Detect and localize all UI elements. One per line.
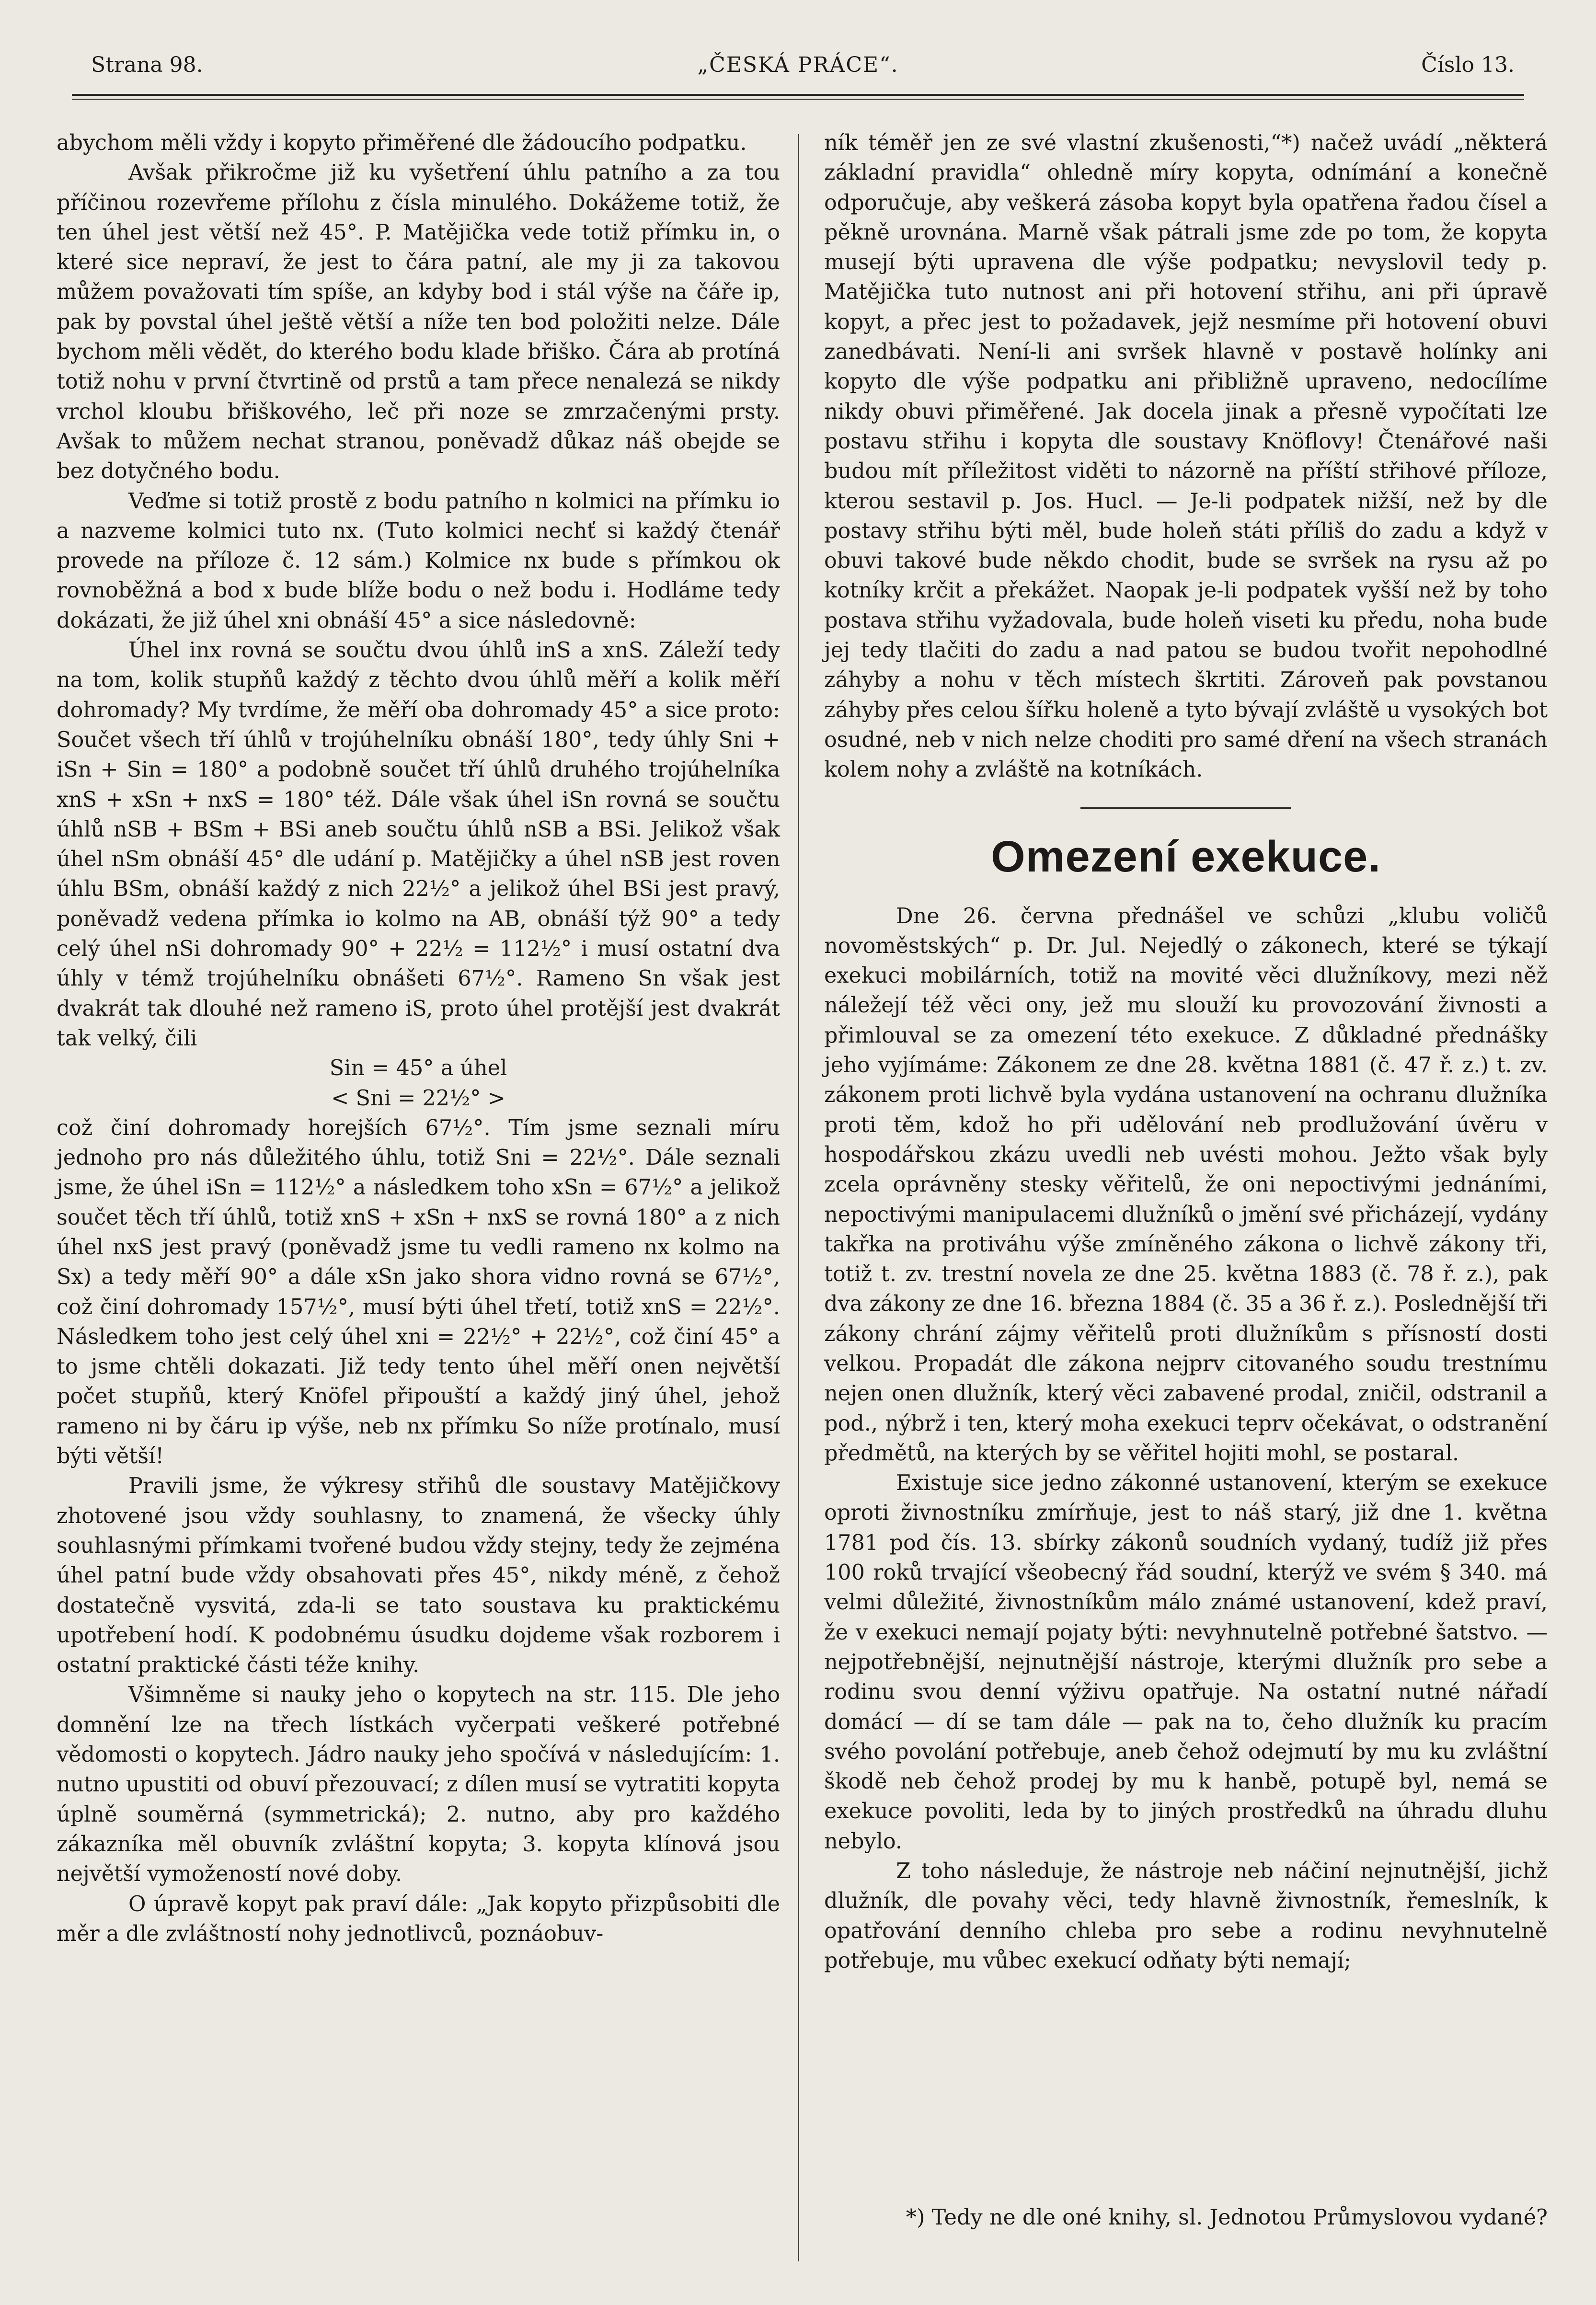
paragraph: což činí dohromady horejších 67½°. Tím jsme seznali míru jednoho pro nás důležitého úhlu, totiž Sni = 22½°. Dále seznali jsme, že úhel iSn = 112½° a následkem toho xSn = 67½° a jelikož součet těch tří úhlů, totiž xnS + xSn + nxS se rovná 180° a z nich úhel nxS jest pravý (poněvadž jsme tu vedli rameno nx kolmo na Sx) a tedy měří 90° a dále xSn jako shora vidno rovná se 67½°, což činí dohromady 157½°, musí býti úhel třetí, totiž xnS = 22½°. Následkem toho jest celý úhel xni = 22½° + 22½°, což činí 45° a to jsme chtěli dokazati. Již tedy tento úhel měří onen největší počet stupňů, který Knöfel připouští a každý jiný úhel, jehož rameno ni by čáru ip výše, neb nx přímku So níže protínalo, musí býti větší! — [57, 1115, 780, 1469]
page-number: Strana 98. — [91, 53, 203, 77]
footnote: *) Tedy ne dle oné knihy, sl. Jednotou Průmyslovou vydané? — [906, 2205, 1548, 2230]
paragraph: Veďme si totiž prostě z bodu patního n kolmici na přímku io a nazveme kolmici tuto nx. (Tuto kolmici nechť si každý čtenář provede na příloze č. 12 sám.) Kolmice nx bude s přímkou ok rovnoběžná a bod x bude blíže bodu o než bodu i. Hodláme tedy dokázati, že již úhel xni obnáší 45° a sice následovně: — [57, 489, 780, 633]
paragraph: Všimněme si nauky jeho o kopytech na str. 115. Dle jeho domnění lze na třech lístkách vyčerpati veškeré potřebné vědomosti o kopytech. Jádro nauky jeho spočívá v následujícím: 1. nutno upustiti od obuví přezouvací; z dílen musí se vytratiti kopyta úplně souměrná (symmetrická); 2. nutno, aby pro každého zákazníka měl obuvník zvláštní kopyta; 3. kopyta klínová jsou největší vymožeností nové doby. — [57, 1683, 780, 1887]
column-separator — [798, 134, 799, 2261]
paragraph: Dne 26. června přednášel ve schůzi „klubu voličů novoměstských“ p. Dr. Jul. Nejedlý o zákonech, které se týkají exekuci mobilárních, totiž na movité věci dlužníkovy, mezi něž náležejí též věci ony, jež mu slouží ku provozování živnosti a přimlouval se za omezení této exekuce. Z důkladné přednášky jeho vyjímáme: Zákonem ze dne 28. května 1881 (č. 47 ř. z.) t. zv. zákonem proti lichvě byla vydána ustanovení na ochranu dlužníka proti těm, kdož ho při udělování neb prodlužování úvěru v hospodářskou zkázu uvedli neb uvésti mohou. Ježto však byly zcela oprávněny stesky věřitelů, že oni nepoctivými jednáními, nepoctivými manipulacemi dlužníků o jmění své přicházejí, vydány takřka na protiváhu výše zmíněného zákona o lichvě zákony tři, totiž t. zv. trestní novela ze dne 25. května 1883 (č. 78 ř. z.), pak dva zákony ze dne 16. března 1884 (č. 35 a 36 ř. z.). Poslednější tři zákony chrání zájmy věřitelů proti dlužníkům s přísností dosti velkou. Propadát dle zákona nejprv citovaného soudu trestnímu nejen onen dlužník, který věci zabavené prodal, zničil, odstranil a pod., nýbrž i ten, který moha exekuci teprv očekávat, o odstranění předmětů, na kterých by se věřitel hojiti mohl, se postaral. — [824, 904, 1548, 1466]
paragraph: Z toho následuje, že nástroje neb náčiní nejnutnější, jichž dlužník, dle povahy věci, tedy hlavně živnostník, řemeslník, k opatřování denního chleba pro sebe a rodinu nevyhnutelně potřebuje, mu vůbec exekucí odňaty býti nemají; — [824, 1859, 1548, 1973]
paragraph: Úhel inx rovná se součtu dvou úhlů inS a xnS. Záleží tedy na tom, kolik stupňů každý z těchto dvou úhlů měří a kolik měří dohromady? My tvrdíme, že měří oba dohromady 45° a sice proto: Součet všech tří úhlů v trojúhelníku obnáší 180°, tedy úhly Sni + iSn + Sin = 180° a podobně součet tří úhlů druhého trojúhelníka xnS + xSn + nxS = 180° též. Dále však úhel iSn rovná se součtu úhlů nSB + BSm + BSi aneb součtu úhlů nSB a BSi. Jelikož však úhel nSm obnáší 45° dle udání p. Matějičky a úhel nSB jest roven úhlu BSm, obnáší každý z nich 22½° a jelikož úhel BSi jest pravý, poněvadž vedena přímka io kolmo na AB, obnáší týž 90° a tedy celý úhel nSi dohromady 90° + 22½ = 112½° i musí ostatní dva úhly v témž trojúhelníku obnášeti 67½°. Rameno Sn však jest dvakrát tak dlouhé než rameno iS, proto úhel protější jest dvakrát tak velký, čili — [57, 638, 780, 1051]
paragraph: abychom měli vždy i kopyto přiměřené dle žádoucího podpatku. — [57, 131, 747, 155]
paragraph: Pravili jsme, že výkresy střihů dle soustavy Matějičkovy zhotovené jsou vždy souhlasny, to znamená, že všecky úhly souhlasnými přímkami tvořené budou vždy stejny, tedy že zejména úhel patní bude vždy obsahovati přes 45°, nikdy méně, z čehož dostatečně vysvitá, zda-li se tato soustava ku praktickému upotřebení hodí. K podobnému úsudku dojdeme však rozborem i ostatní praktické části téže knihy. — [57, 1474, 780, 1678]
section-divider — [1080, 807, 1291, 809]
header-rule-thin — [72, 99, 1524, 100]
paragraph: Avšak přikročme již ku vyšetření úhlu patního a za tou příčinou rozevřeme přílohu z čísla minulého. Dokážeme totiž, že ten úhel jest větší než 45°. P. Matějička vede totiž přímku in, o které sice nepraví, že jest to čára patní, ale my ji za takovou můžem považovati tím spíše, an kdyby bod i stál výše na čáře ip, pak by povstal úhel ještě větší a níže ten bod položiti nelze. Dále bychom měli vědět, do kterého bodu klade břiško. Čára ab protíná totiž nohu v první čtvrtině od prstů a tam přece nenalezá se nikdy vrchol kloubu břiškového, leč při noze se zmrzačenými prsty. Avšak to můžem nechat stranou, poněvadž důkaz náš obejde se bez dotyčného bodu. — [57, 161, 780, 484]
article-title: Omezení exekuce. — [991, 832, 1381, 881]
header-rule — [72, 94, 1524, 96]
masthead: „ČESKÁ PRÁCE“. — [697, 53, 899, 77]
paragraph: ník téměř jen ze své vlastní zkušenosti,“*) načež uvádí „některá základní pravidla“ ohledně míry kopyta, odnímání a konečně odporučuje, aby veškerá zásoba kopyt byla opatřena řadou čísel a pěkně urovnána. Marně však pátrali jsme zde po tom, že kopyta musejí býti upravena dle výše podpatku; nevyslovil tedy p. Matějička tuto nutnost ani při hotovení střihu, ani při úpravě kopyt, a přec jest to požadavek, jejž nesmíme při hotovení obuvi zanedbávati. Není-li ani svršek hlavně v postavě holínky ani kopyto dle výše podpatku ani přibližně upraveno, nedocílíme nikdy obuvi přiměřené. Jak docela jinak a přesně vypočítati lze postavu střihu i kopyta dle soustavy Knöflovy! Čtenářové naši budou mít příležitost viděti to názorně na příští střihové příloze, kterou sestavil p. Jos. Hucl. — Je-li podpatek nižší, než by dle postavy střihu býti měl, bude holeň státi příliš do zadu a když v obuvi takové bude někdo chodit, bude se svršek na rysu až po kotníky krčit a překážet. Naopak je-li podpatek vyšší než by toho postava střihu vyžadovala, bude holeň viseti ku předu, noha bude jej tedy tlačiti do zadu a nad patou se budou tvořit nepohodlné záhyby a nohu v těch místech škrtiti. Zároveň pak povstanou záhyby přes celou šířku holeně a tyto bývají zvláště u vysokých bot osudné, neb v nich nelze choditi pro samé dření na všech stranách kolem nohy a zvláště na kotníkách. — [824, 131, 1548, 782]
right-column — [824, 128, 1548, 1976]
left-column — [57, 128, 780, 1949]
formula-line: < Sni = 22½° > — [331, 1086, 505, 1111]
paragraph: Existuje sice jedno zákonné ustanovení, kterým se exekuce oproti živnostníku zmírňuje, jest to náš starý, již dne 1. května 1781 pod čís. 13. sbírky zákonů soudních vydaný, tudíž již přes 100 roků trvající všeobecný řád soudní, kterýž ve svém § 340. má velmi důležité, živnostníkům málo známé ustanovení, kdež praví, že v exekuci nemají pojaty býti: nevyhnutelně potřebné šatstvo. — nejpotřebnější, nejnutnější nástroje, kterými dlužník pro sebe a rodinu svou denní výživu opatřuje. Na ostatní nutné nářadí domácí — dí se tam dále — pak na to, čeho dlužník ku pracím svého povolání potřebuje, aneb čehož odejmutí by mu ku zvláštní škodě neb čehož prodej by mu k hanbě, potupě byl, nemá se exekuce povoliti, leda by to jiných prostředků na úhradu dluhu nebylo. — [824, 1471, 1548, 1854]
formula-line: Sin = 45° a úhel — [329, 1056, 507, 1081]
paragraph: O úpravě kopyt pak praví dále: „Jak kopyto přizpůsobiti dle měr a dle zvláštností nohy jednotlivců, poznáobuv- — [57, 1892, 780, 1946]
issue-number: Číslo 13. — [1421, 53, 1515, 77]
page-header — [72, 53, 1524, 81]
